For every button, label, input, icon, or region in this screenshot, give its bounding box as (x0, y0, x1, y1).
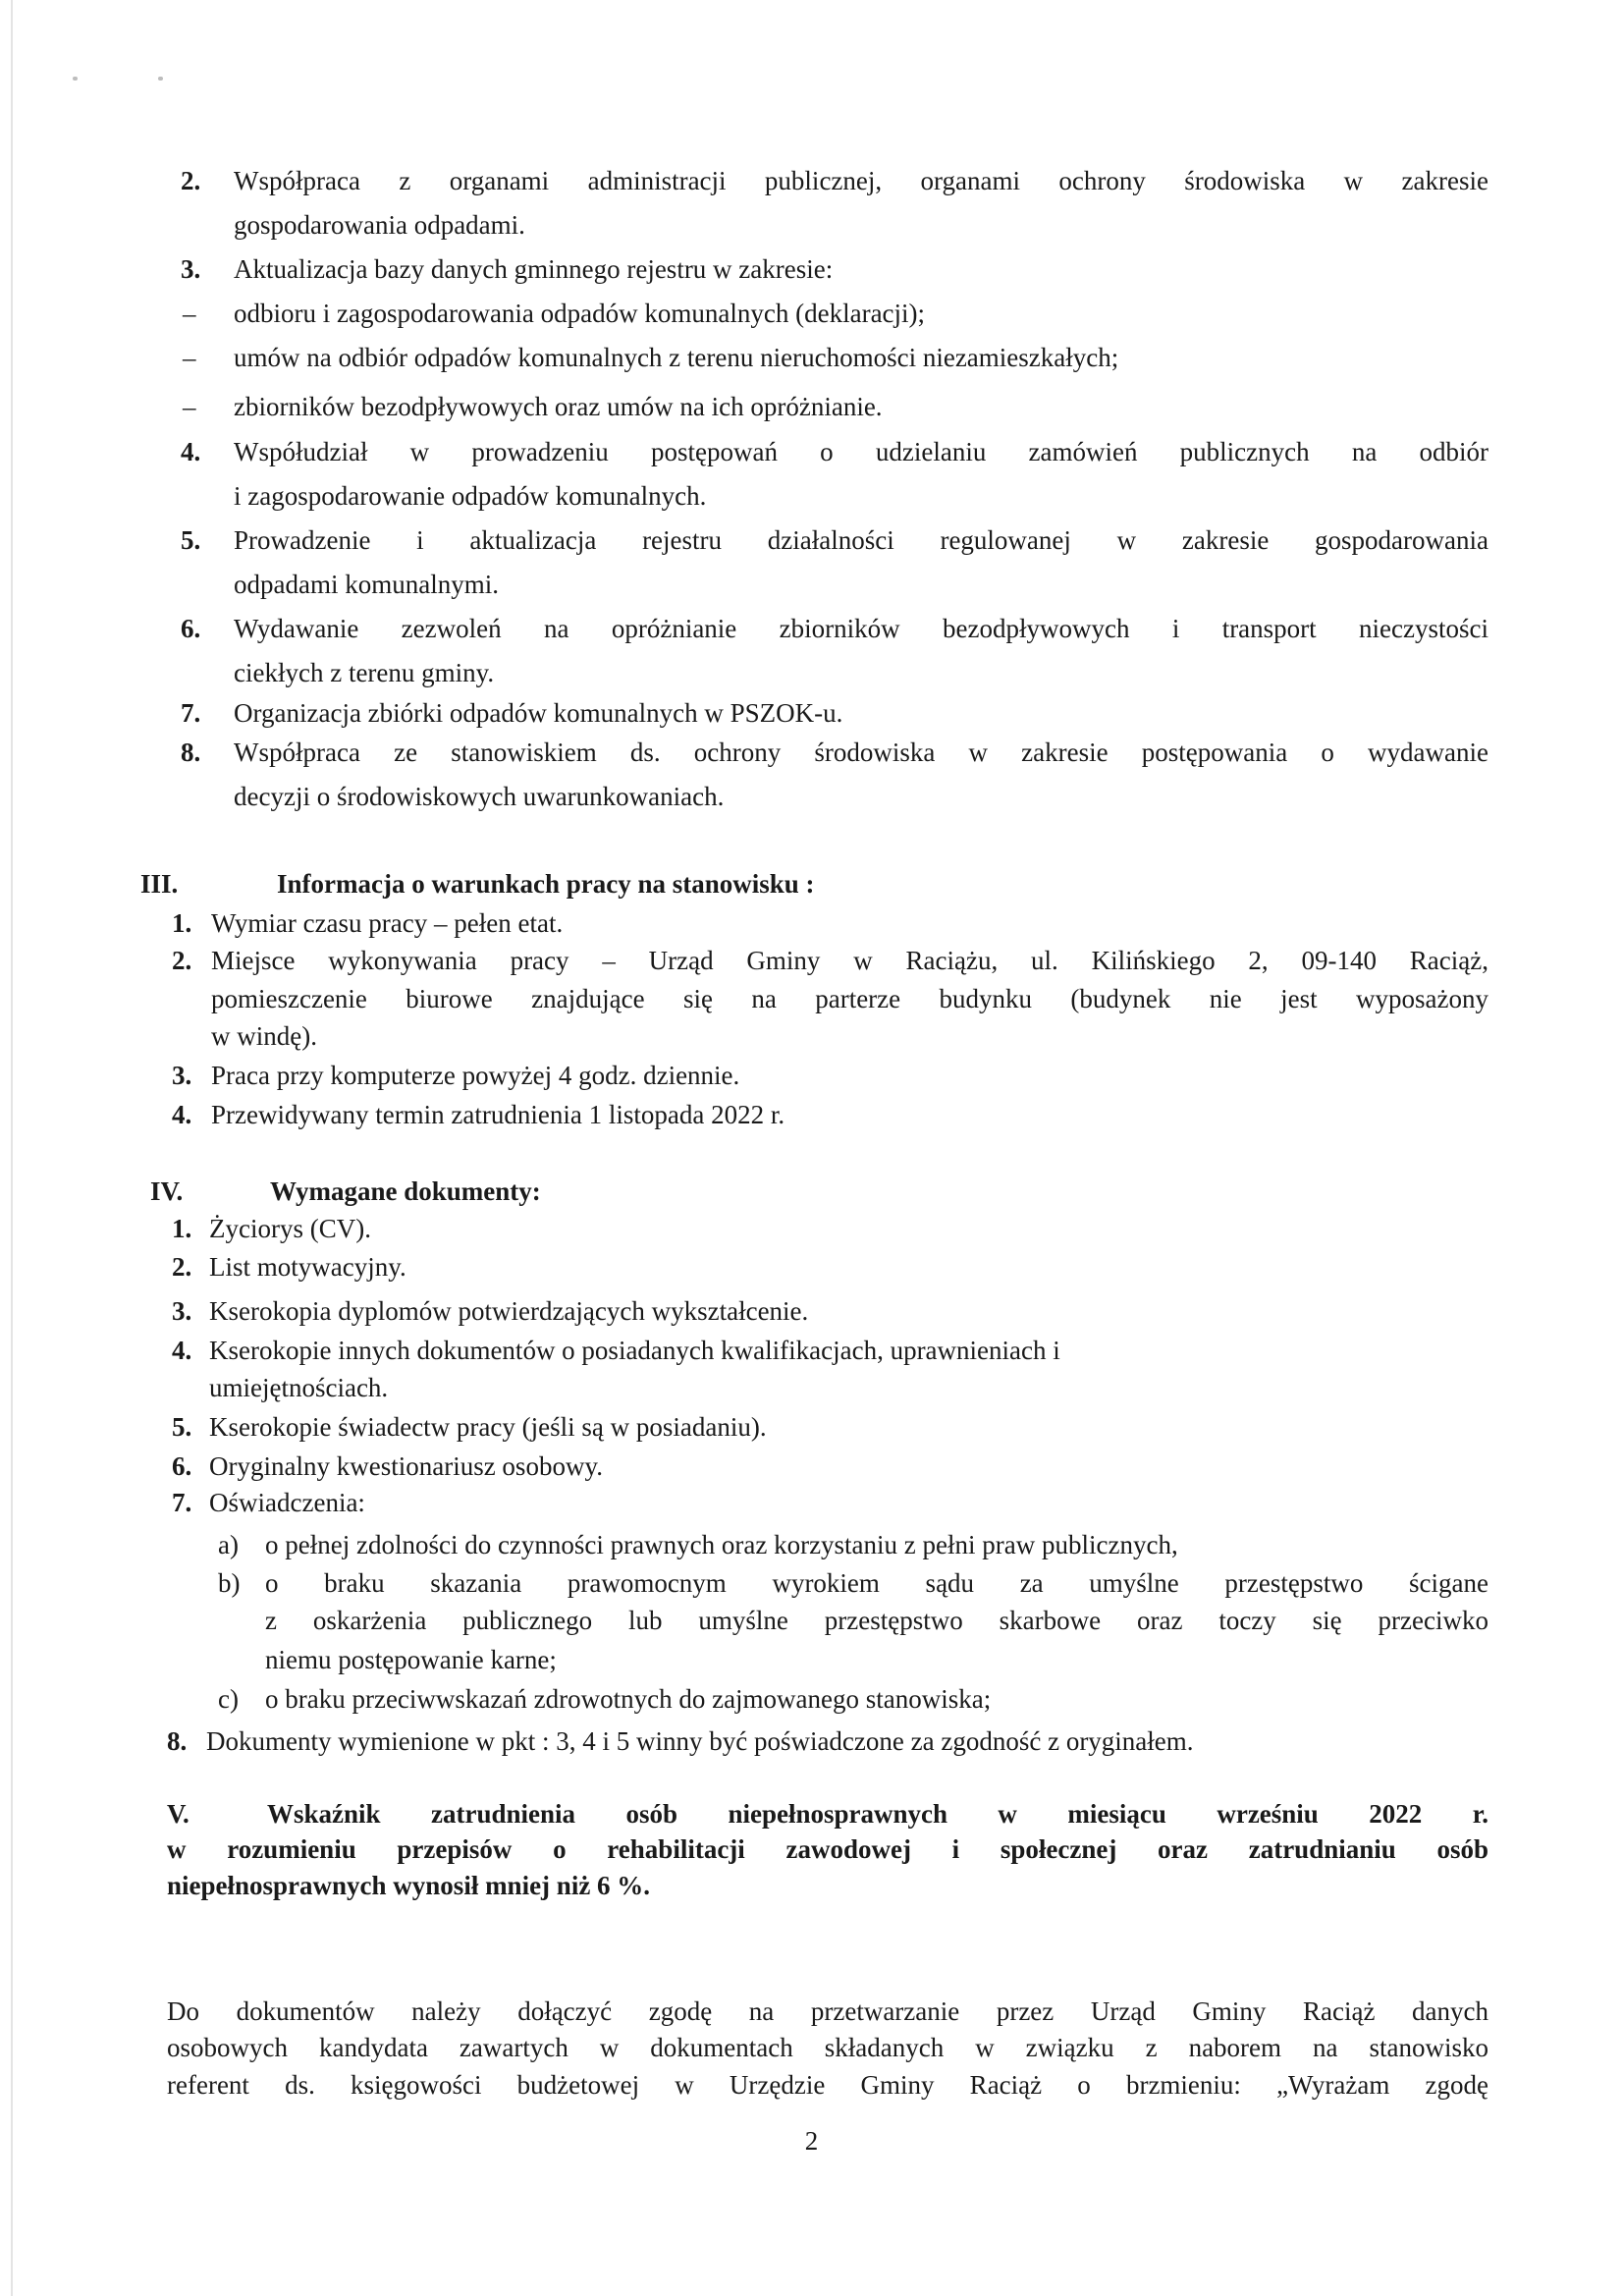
section-numeral: IV. (150, 1176, 184, 1206)
item-number: 6. (172, 1451, 192, 1481)
page-number: 2 (804, 2126, 819, 2156)
list-item-text: Przewidywany termin zatrudnienia 1 listopada 2022 r. (211, 1100, 785, 1129)
list-item-text: Miejsce wykonywania pracy – Urząd Gminy w Raciążu, ul. Kilińskiego 2, 09-140 Raciąż, (211, 946, 1488, 975)
item-number: 2. (172, 1252, 192, 1282)
subitem-text: niemu postępowanie karne; (265, 1645, 557, 1674)
scan-speck (158, 77, 163, 81)
list-item-text: Organizacja zbiórki odpadów komunalnych w PSZOK-u. (234, 698, 843, 728)
item-number: 8. (167, 1726, 188, 1756)
subitem-letter: c) (218, 1684, 239, 1714)
list-item-text: Współpraca z organami administracji publicznej, organami ochrony środowiska w zakresie (234, 166, 1488, 195)
item-number: 3. (172, 1061, 192, 1090)
subitem-text: z oskarżenia publicznego lub umyślne przestępstwo skarbowe oraz toczy się przeciwko (265, 1606, 1488, 1635)
subitem-letter: b) (218, 1568, 241, 1598)
section-text: w rozumieniu przepisów o rehabilitacji zawodowej i społecznej oraz zatrudnianiu osób (167, 1834, 1488, 1864)
item-number: 1. (172, 908, 192, 938)
item-number: 7. (181, 698, 201, 728)
item-number: 4. (181, 437, 201, 466)
section-title: Wymagane dokumenty: (270, 1176, 541, 1206)
list-item-text: ciekłych z terenu gminy. (234, 658, 495, 687)
dash-bullet: – (183, 299, 196, 328)
subitem-text: o braku przeciwwskazań zdrowotnych do zajmowanego stanowiska; (265, 1684, 992, 1714)
section-title: Informacja o warunkach pracy na stanowisku : (277, 869, 815, 899)
item-number: 7. (172, 1488, 192, 1517)
item-number: 6. (181, 614, 201, 643)
paragraph-line: osobowych kandydata zawartych w dokumentach składanych w związku z naborem na stanowisko (167, 2033, 1488, 2062)
paragraph-line: Do dokumentów należy dołączyć zgodę na przetwarzanie przez Urząd Gminy Raciąż danych (167, 1996, 1488, 2026)
list-item-text: odbioru i zagospodarowania odpadów komunalnych (deklaracji); (234, 299, 926, 328)
list-item-text: Współudział w prowadzeniu postępowań o udzielaniu zamówień publicznych na odbiór (234, 437, 1488, 466)
list-item-text: Oświadczenia: (209, 1488, 365, 1517)
item-number: 4. (172, 1336, 192, 1365)
list-item-text: List motywacyjny. (209, 1252, 406, 1282)
list-item-text: zbiorników bezodpływowych oraz umów na ich opróżnianie. (234, 392, 883, 421)
section-numeral: V. (167, 1799, 189, 1829)
section-text: niepełnosprawnych wynosił mniej niż 6 %. (167, 1871, 651, 1900)
section-text: Wskaźnik zatrudnienia osób niepełnosprawnych w miesiącu wrześniu 2022 r. (267, 1799, 1488, 1829)
list-item-text: Wydawanie zezwoleń na opróżnianie zbiorników bezodpływowych i transport nieczystości (234, 614, 1488, 643)
list-item-text: Współpraca ze stanowiskiem ds. ochrony środowiska w zakresie postępowania o wydawanie (234, 738, 1488, 767)
dash-bullet: – (183, 392, 196, 421)
list-item-text: Prowadzenie i aktualizacja rejestru działalności regulowanej w zakresie gospodarowania (234, 525, 1488, 555)
subitem-text: o pełnej zdolności do czynności prawnych oraz korzystaniu z pełni praw publicznych, (265, 1530, 1178, 1559)
list-item-text: w windę). (211, 1021, 317, 1051)
item-number: 3. (172, 1296, 192, 1326)
section-numeral: III. (140, 869, 179, 899)
subitem-letter: a) (218, 1530, 239, 1559)
dash-bullet: – (183, 343, 196, 372)
list-item-text: Praca przy komputerze powyżej 4 godz. dziennie. (211, 1061, 740, 1090)
list-item-text: odpadami komunalnymi. (234, 570, 499, 599)
list-item-text: umów na odbiór odpadów komunalnych z terenu nieruchomości niezamieszkałych; (234, 343, 1119, 372)
list-item-text: Wymiar czasu pracy – pełen etat. (211, 908, 564, 938)
paragraph-line: referent ds. księgowości budżetowej w Urzędzie Gminy Raciąż o brzmieniu: „Wyrażam zgodę (167, 2070, 1488, 2100)
list-item-text: decyzji o środowiskowych uwarunkowaniach. (234, 782, 725, 811)
scan-speck (73, 77, 78, 81)
list-item-text: Kserokopie innych dokumentów o posiadanych kwalifikacjach, uprawnieniach i (209, 1336, 1060, 1365)
list-item-text: Dokumenty wymienione w pkt : 3, 4 i 5 winny być poświadczone za zgodność z oryginałem. (206, 1726, 1194, 1756)
list-item-text: pomieszczenie biurowe znajdujące się na parterze budynku (budynek nie jest wyposażony (211, 984, 1488, 1013)
list-item-text: i zagospodarowanie odpadów komunalnych. (234, 481, 707, 511)
item-number: 2. (172, 946, 192, 975)
item-number: 1. (172, 1214, 192, 1243)
list-item-text: gospodarowania odpadami. (234, 210, 525, 240)
list-item-text: Oryginalny kwestionariusz osobowy. (209, 1451, 603, 1481)
item-number: 8. (181, 738, 201, 767)
item-number: 5. (181, 525, 201, 555)
list-item-text: Życiorys (CV). (209, 1214, 371, 1243)
item-number: 2. (181, 166, 201, 195)
list-item-text: umiejętnościach. (209, 1373, 389, 1402)
list-item-text: Aktualizacja bazy danych gminnego rejestru w zakresie: (234, 254, 834, 284)
item-number: 3. (181, 254, 201, 284)
item-number: 5. (172, 1412, 192, 1442)
scan-edge (11, 0, 13, 2296)
item-number: 4. (172, 1100, 192, 1129)
subitem-text: o braku skazania prawomocnym wyrokiem sądu za umyślne przestępstwo ścigane (265, 1568, 1488, 1598)
list-item-text: Kserokopia dyplomów potwierdzających wykształcenie. (209, 1296, 809, 1326)
list-item-text: Kserokopie świadectw pracy (jeśli są w posiadaniu). (209, 1412, 767, 1442)
